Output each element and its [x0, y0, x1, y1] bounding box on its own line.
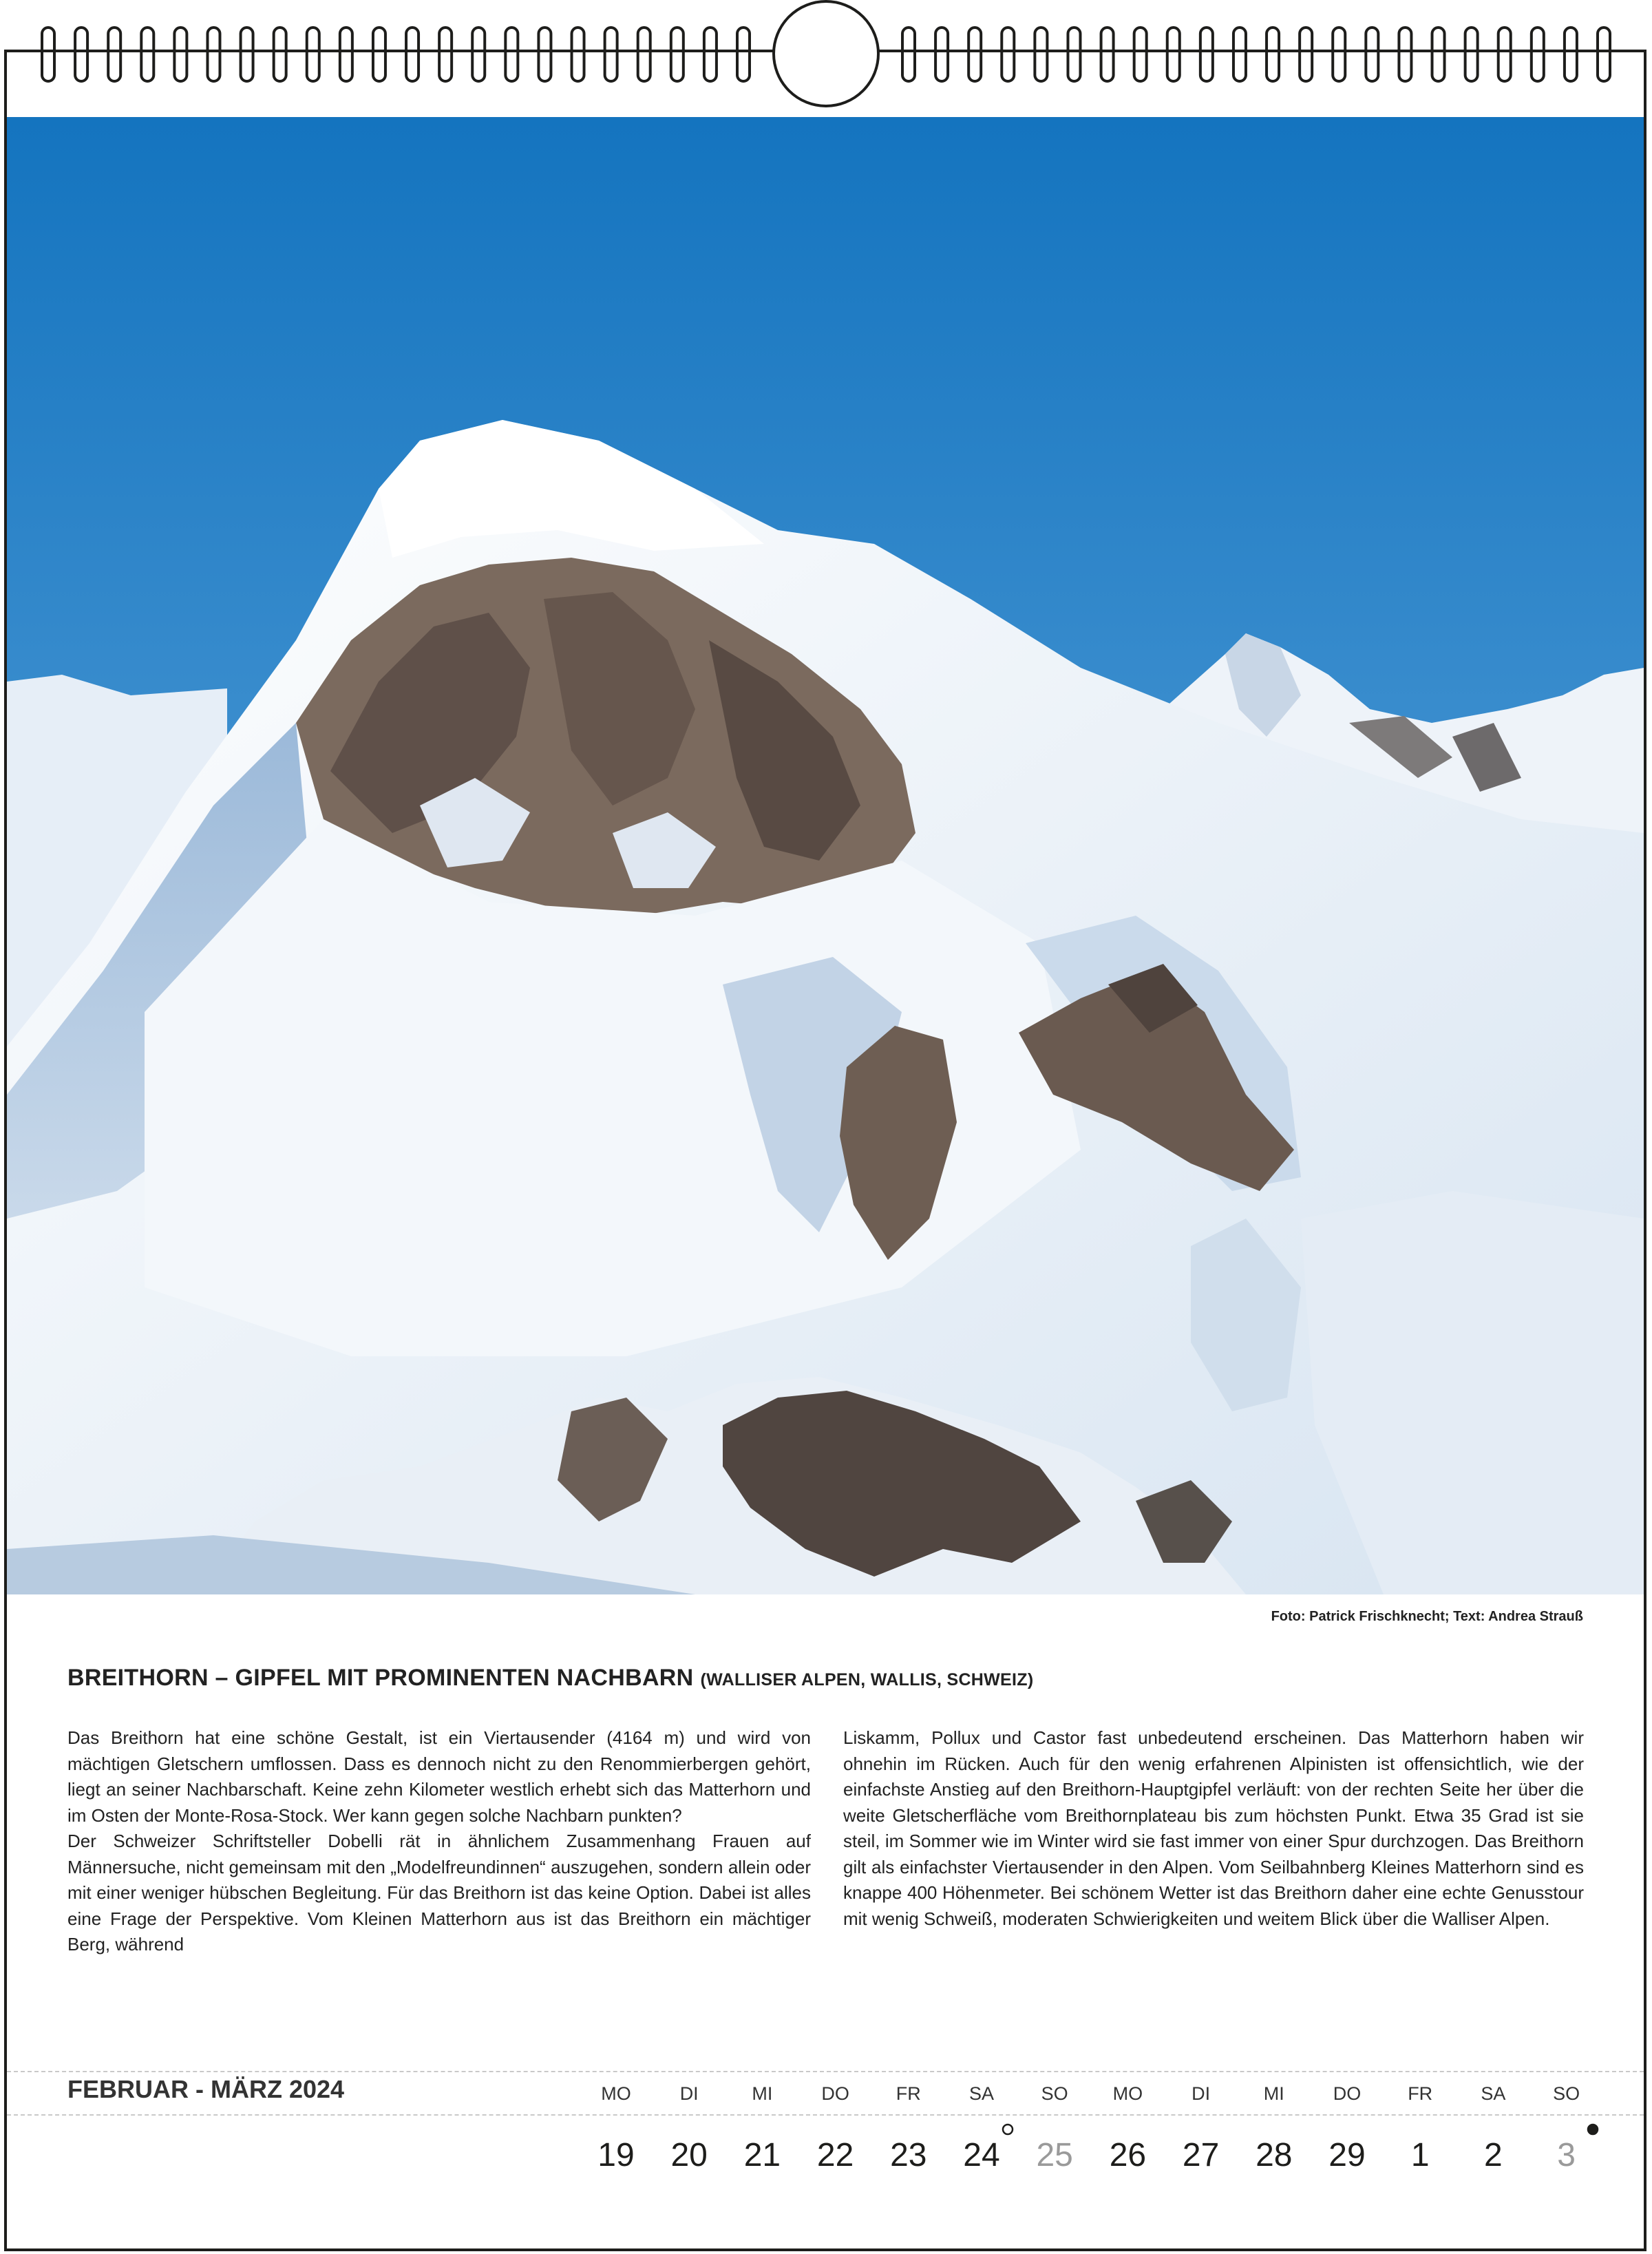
page-border-right	[1644, 50, 1646, 2250]
paragraph: Liskamm, Pollux und Castor fast unbedeutend erscheinen. Das Matterhorn haben wir ohnehin im Rücken. Auch für den wenig erfahrenen Alpinisten ist offensichtlich, wie der einfachste Anstieg auf den Breithorn-Hauptgipfel verläuft: von der rechten Seite her über die weite Gletscherfläche vom Breithornplateau bis zum höchsten Punkt. Etwa 35 Grad ist sie steil, im Sommer wie im Winter wird sie fast immer von einer Spur durchzogen. Das Breithorn gilt als einfachster Viertausender in den Alpen. Vom Seilbahnberg Kleines Matterhorn sind es knappe 400 Höhenmeter. Bei schönem Wetter ist das Breithorn daher eine echte Genusstour mit wenig Schweiß, moderaten Schwierigkeiten und weitem Blick über die Walliser Alpen.	[843, 1727, 1584, 1929]
weekday-label: FR	[1408, 2083, 1433, 2104]
weekday-label: SA	[968, 2083, 995, 2104]
day-number: 2	[1484, 2137, 1503, 2173]
weekday-label: FR	[896, 2083, 921, 2104]
day-number: 28	[1256, 2137, 1293, 2173]
text-column-left	[67, 1725, 811, 1958]
paragraph: Das Breithorn hat eine schöne Gestalt, ist ein Viertausender (4164 m) und wird von mächtigen Gletschern umflossen. Dass es dennoch nicht zu den Renommierbergen gehört, liegt an seiner Nachbarschaft. Keine zehn Kilometer westlich erhebt sich das Matterhorn und im Osten der Monte-Rosa-Stock. Wer kann gegen solche Nachbarn punkten?	[67, 1727, 811, 1826]
text-column-right	[843, 1725, 1584, 1932]
full-moon-icon	[1001, 2123, 1015, 2136]
weekday-label: DO	[1333, 2083, 1362, 2104]
weekday-label: SO	[1553, 2083, 1580, 2104]
weekday-label: SA	[1481, 2083, 1506, 2104]
month-label: FEBRUAR - MÄRZ 2024	[67, 2075, 345, 2103]
title-main: BREITHORN – GIPFEL MIT PROMINENTEN NACHBARN	[67, 1665, 694, 1691]
photo-credit: Foto: Patrick Frischknecht; Text: Andrea Strauß	[1271, 1609, 1583, 1624]
day-number: 1	[1410, 2137, 1430, 2173]
calendar-rule-middle	[7, 2114, 1644, 2116]
day-number: 22	[816, 2137, 854, 2173]
title-sub: (WALLISER ALPEN, WALLIS, SCHWEIZ)	[700, 1670, 1034, 1689]
weekday-label: MO	[1112, 2083, 1143, 2104]
calendar-rule-top	[7, 2071, 1644, 2072]
day-number: 3	[1557, 2137, 1576, 2173]
day-number: 25	[1036, 2137, 1073, 2173]
weekday-label: SO	[1041, 2083, 1068, 2104]
weekday-label: DO	[821, 2083, 849, 2104]
day-number: 29	[1328, 2137, 1366, 2173]
day-number: 26	[1109, 2137, 1147, 2173]
day-number: 24	[963, 2137, 1000, 2173]
day-number: 23	[890, 2137, 927, 2173]
weekday-label: MO	[601, 2083, 631, 2104]
weekday-label: MI	[1263, 2083, 1284, 2104]
paragraph: Der Schweizer Schriftsteller Dobelli rät in ähnlichem Zusammenhang Frauen auf Männersuche, nicht gemeinsam mit den „Modelfreundinnen“ auszugehen, sondern allein oder mit einer weniger hübschen Begleitung. Für das Breithorn ist das keine Option. Dabei ist alles eine Frage der Perspektive. Vom Kleinen Matterhorn aus ist das Breithorn ein mächtiger Berg, während	[67, 1831, 811, 1955]
weekday-label: DI	[679, 2083, 699, 2104]
mountain-photo	[7, 117, 1644, 1594]
day-number: 20	[670, 2137, 708, 2173]
page-border-bottom	[4, 2248, 1646, 2251]
weekday-label: MI	[752, 2083, 773, 2104]
wire-binding	[0, 0, 1652, 117]
page-title	[67, 1665, 1033, 1692]
day-number: 27	[1182, 2137, 1220, 2173]
day-number: 19	[597, 2137, 635, 2173]
half-moon-icon	[1586, 2123, 1600, 2136]
weekday-label: DI	[1192, 2083, 1211, 2104]
day-number: 21	[743, 2137, 781, 2173]
